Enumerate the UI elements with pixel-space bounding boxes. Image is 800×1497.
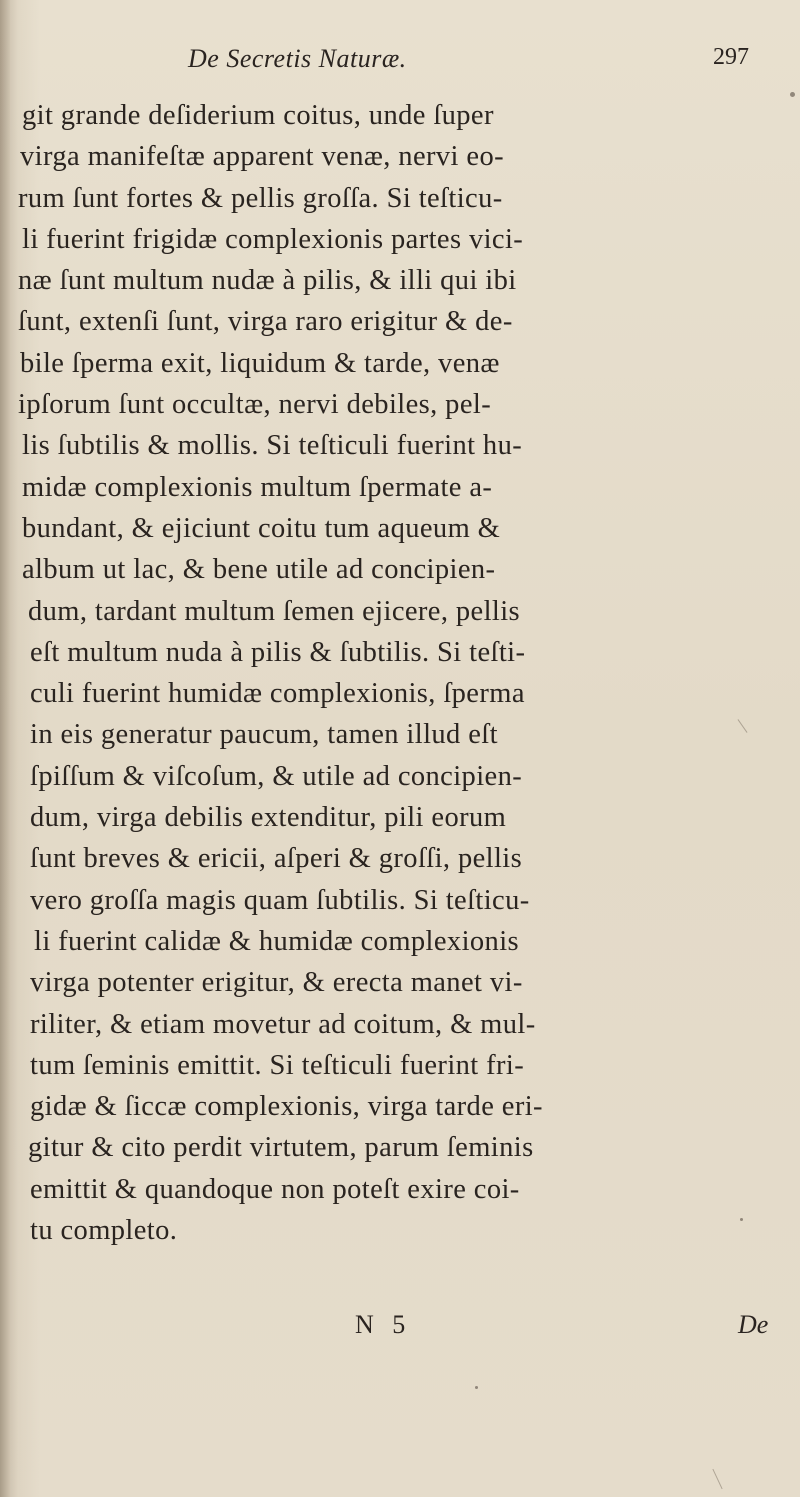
text-line: rum ſunt fortes & pellis groſſa. Si teſticu- — [18, 182, 503, 214]
text-line: li fuerint frigidæ complexionis partes vici- — [22, 223, 524, 255]
text-line: ipſorum ſunt occultæ, nervi debiles, pel- — [18, 389, 492, 421]
running-title: De Secretis Naturæ. — [188, 44, 407, 73]
text-line: dum, tardant multum ſemen ejicere, pellis — [28, 595, 521, 627]
text-line: næ ſunt multum nudæ à pilis, & illi qui ibi — [18, 265, 517, 297]
text-line: midæ complexionis multum ſpermate a- — [22, 471, 493, 503]
text-line: bile ſperma exit, liquidum & tarde, venæ — [20, 347, 500, 379]
catchword: De — [738, 1310, 769, 1339]
text-line: in eis generatur paucum, tamen illud eſt — [30, 719, 498, 751]
text-line: ſunt, extenſi ſunt, virga raro erigitur & de- — [18, 306, 513, 338]
text-line: ſpiſſum & viſcoſum, & utile ad concipien- — [30, 760, 523, 792]
text-line: lis ſubtilis & mollis. Si teſticuli fuerint hu- — [22, 430, 523, 462]
body-text — [0, 95, 800, 1251]
text-line: gidæ & ſiccæ complexionis, virga tarde eri- — [30, 1091, 543, 1123]
page-number: 297 — [713, 44, 749, 70]
paper-scratch — [712, 1469, 722, 1489]
ink-speck — [740, 1218, 743, 1221]
text-line: gitur & cito perdit virtutem, parum ſeminis — [28, 1132, 534, 1164]
text-line: culi fuerint humidæ complexionis, ſperma — [30, 678, 525, 710]
text-line: emittit & quandoque non poteſt exire coi- — [30, 1173, 520, 1205]
text-line: tum ſeminis emittit. Si teſticuli fuerint fri- — [30, 1049, 525, 1081]
page-footer — [0, 1310, 800, 1350]
text-line: li fuerint calidæ & humidæ complexionis — [34, 925, 520, 957]
signature-mark: N 5 — [355, 1310, 412, 1339]
text-line: virga manifeſtæ apparent venæ, nervi eo- — [20, 141, 504, 173]
text-line: tu completo. — [30, 1215, 178, 1247]
text-line: bundant, & ejiciunt coitu tum aqueum & — [22, 512, 501, 544]
text-line: riliter, & etiam movetur ad coitum, & mul- — [30, 1008, 536, 1040]
text-line: git grande deſiderium coitus, unde ſuper — [22, 100, 494, 131]
running-head — [0, 44, 800, 84]
ink-speck — [475, 1386, 478, 1389]
text-line: eſt multum nuda à pilis & ſubtilis. Si teſti- — [30, 636, 526, 668]
text-line: album ut lac, & bene utile ad concipien- — [22, 554, 496, 586]
text-line: dum, virga debilis extenditur, pili eorum — [30, 802, 507, 834]
text-line: vero groſſa magis quam ſubtilis. Si teſticu- — [30, 884, 530, 916]
text-line: virga potenter erigitur, & erecta manet vi- — [30, 967, 523, 999]
ink-speck — [790, 92, 795, 97]
text-line: ſunt breves & ericii, aſperi & groſſi, pellis — [30, 843, 523, 875]
